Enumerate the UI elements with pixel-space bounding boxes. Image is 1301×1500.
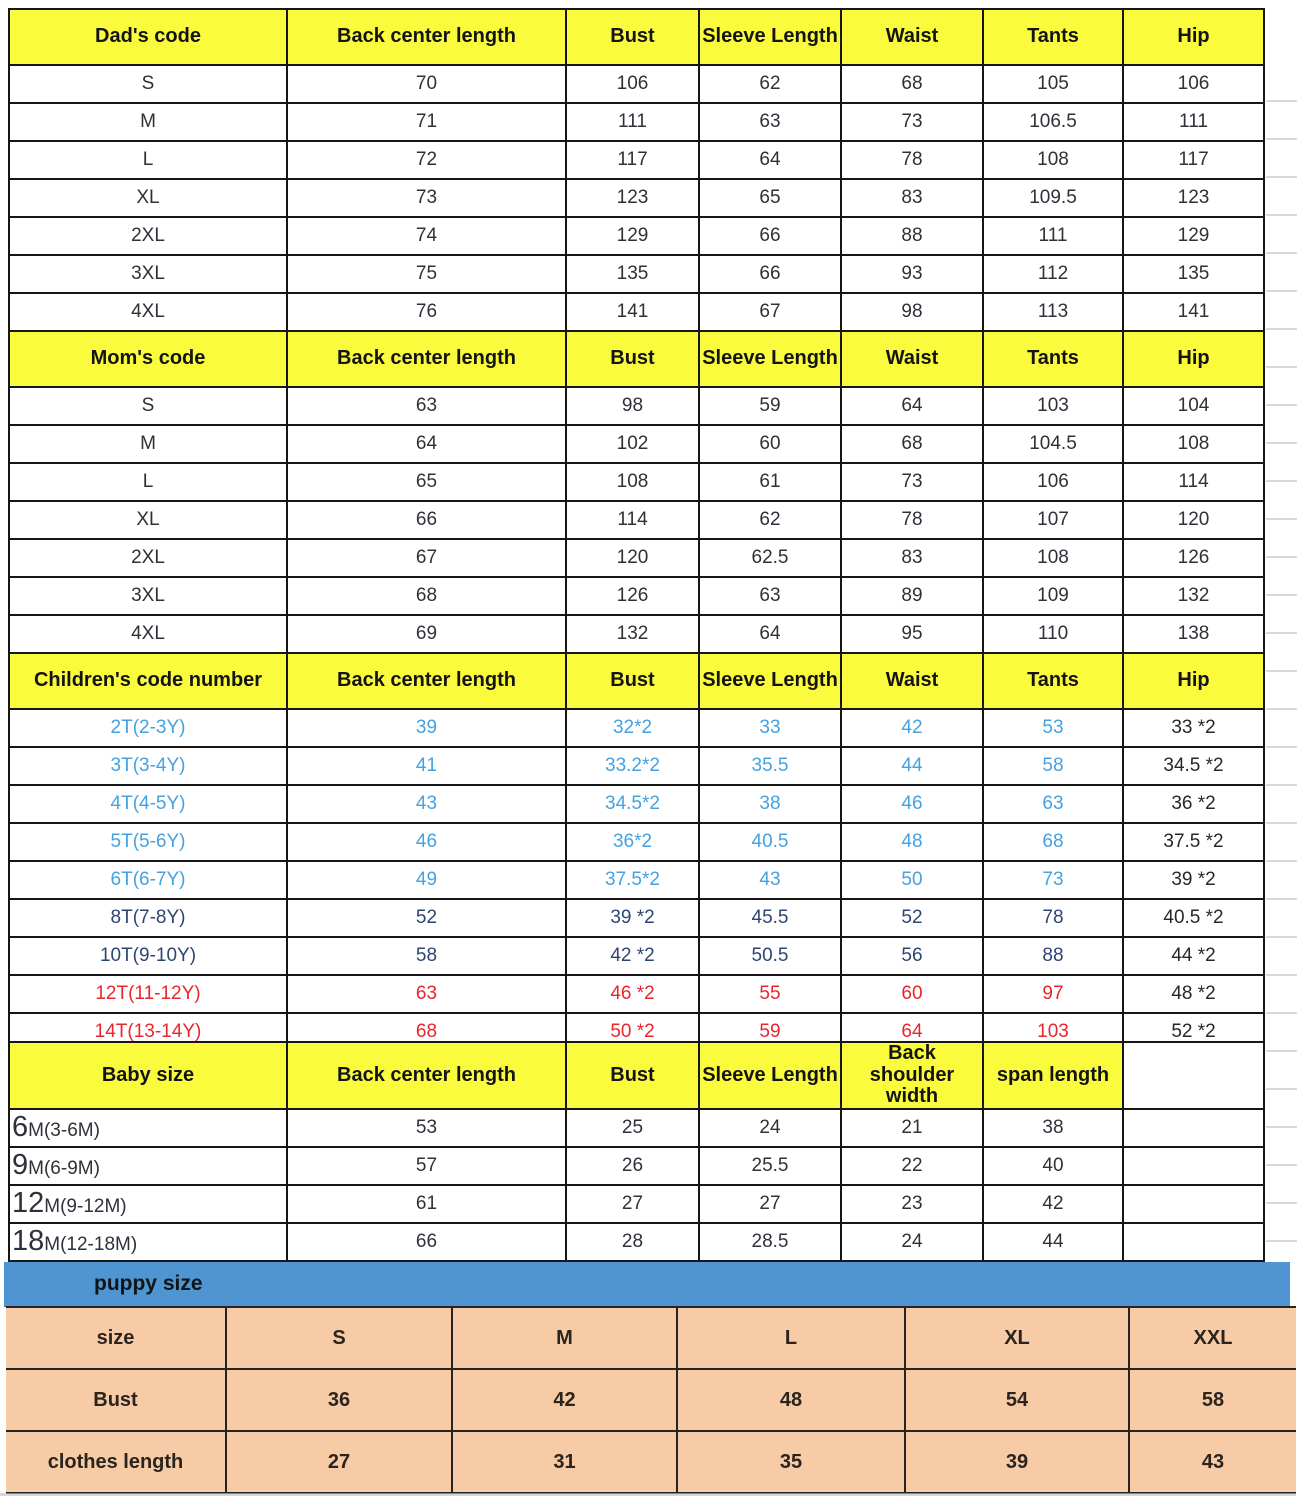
cell: 74	[287, 217, 566, 255]
cell: 23	[841, 1185, 983, 1223]
cell: 9M(6-9M)	[9, 1147, 287, 1185]
cell: 40.5	[699, 823, 841, 861]
cell: 48 *2	[1123, 975, 1264, 1013]
dads-size-table	[8, 8, 1265, 332]
cell: 61	[287, 1185, 566, 1223]
cell: 73	[841, 463, 983, 501]
cell: 36	[226, 1369, 452, 1431]
table-row	[9, 861, 1264, 899]
cell: 37.5*2	[566, 861, 699, 899]
cell: 132	[1123, 577, 1264, 615]
cell: 64	[699, 615, 841, 653]
table-row	[9, 425, 1264, 463]
cell: 53	[287, 1109, 566, 1147]
cell: 60	[841, 975, 983, 1013]
cell: 108	[983, 141, 1123, 179]
cell: 40.5 *2	[1123, 899, 1264, 937]
table-row	[9, 103, 1264, 141]
cell	[1123, 1109, 1264, 1147]
header-cell: Bust	[566, 653, 699, 709]
cell: 2T(2-3Y)	[9, 709, 287, 747]
cell: 89	[841, 577, 983, 615]
header-cell: Mom's code	[9, 331, 287, 387]
cell: 111	[983, 217, 1123, 255]
cell-big-prefix: 9	[12, 1149, 29, 1182]
cell: 64	[699, 141, 841, 179]
header-cell: span length	[983, 1042, 1123, 1109]
cell: 141	[1123, 293, 1264, 331]
header-cell: Dad's code	[9, 9, 287, 65]
cell: 52	[841, 899, 983, 937]
cell: 39	[905, 1431, 1129, 1493]
cell-big-prefix: 18	[12, 1225, 45, 1258]
header-cell: Bust	[566, 9, 699, 65]
cell: 95	[841, 615, 983, 653]
cell: 28	[566, 1223, 699, 1261]
cell: 52	[287, 899, 566, 937]
baby-size-table	[8, 1041, 1265, 1262]
header-cell: Hip	[1123, 653, 1264, 709]
table-row	[6, 1369, 1296, 1431]
cell: 42	[841, 709, 983, 747]
header-cell: Waist	[841, 331, 983, 387]
cell: 69	[287, 615, 566, 653]
cell: 109.5	[983, 179, 1123, 217]
cell: 68	[287, 1013, 566, 1051]
cell: 78	[841, 141, 983, 179]
cell: 55	[699, 975, 841, 1013]
cell: 38	[983, 1109, 1123, 1147]
header-cell: Sleeve Length	[699, 1042, 841, 1109]
cell: 65	[699, 179, 841, 217]
cell: 48	[677, 1369, 905, 1431]
cell: 59	[699, 387, 841, 425]
cell: L	[677, 1307, 905, 1369]
cell: 63	[699, 577, 841, 615]
cell: 126	[1123, 539, 1264, 577]
table-row	[9, 293, 1264, 331]
cell: 58	[287, 937, 566, 975]
table-row	[9, 785, 1264, 823]
cell: 129	[566, 217, 699, 255]
cell: 43	[1129, 1431, 1296, 1493]
cell: 39 *2	[566, 899, 699, 937]
table-row	[9, 1147, 1264, 1185]
cell: 64	[841, 387, 983, 425]
cell: 27	[566, 1185, 699, 1223]
table-row	[9, 65, 1264, 103]
cell: 66	[699, 217, 841, 255]
cell: 33	[699, 709, 841, 747]
cell: 57	[287, 1147, 566, 1185]
cell: 68	[287, 577, 566, 615]
cell: 46 *2	[566, 975, 699, 1013]
cell: 48	[841, 823, 983, 861]
cell: 68	[841, 65, 983, 103]
header-cell: Back center length	[287, 331, 566, 387]
cell: 97	[983, 975, 1123, 1013]
cell: M	[9, 425, 287, 463]
cell: 105	[983, 65, 1123, 103]
cell: 50 *2	[566, 1013, 699, 1051]
cell: 123	[1123, 179, 1264, 217]
cell: 108	[983, 539, 1123, 577]
cell: 33.2*2	[566, 747, 699, 785]
cell: 78	[983, 899, 1123, 937]
cell: 73	[287, 179, 566, 217]
cell: 34.5*2	[566, 785, 699, 823]
table-row	[9, 141, 1264, 179]
cell: 49	[287, 861, 566, 899]
cell: 58	[1129, 1369, 1296, 1431]
cell: 28.5	[699, 1223, 841, 1261]
cell: 52 *2	[1123, 1013, 1264, 1051]
cell: 44 *2	[1123, 937, 1264, 975]
cell: 39	[287, 709, 566, 747]
cell: 135	[566, 255, 699, 293]
cell: 3XL	[9, 255, 287, 293]
puppy-size-table	[6, 1306, 1296, 1494]
children-size-table	[8, 652, 1265, 1052]
cell: 98	[841, 293, 983, 331]
header-row	[9, 1042, 1264, 1109]
cell: M	[9, 103, 287, 141]
cell: 50.5	[699, 937, 841, 975]
cell: 6T(6-7Y)	[9, 861, 287, 899]
cell: 109	[983, 577, 1123, 615]
cell: 83	[841, 179, 983, 217]
cell: 67	[699, 293, 841, 331]
cell: 50	[841, 861, 983, 899]
cell: 129	[1123, 217, 1264, 255]
cell: XL	[905, 1307, 1129, 1369]
cell: 4XL	[9, 293, 287, 331]
cell: 104.5	[983, 425, 1123, 463]
cell: 83	[841, 539, 983, 577]
table-row	[9, 577, 1264, 615]
cell: 108	[1123, 425, 1264, 463]
cell: 26	[566, 1147, 699, 1185]
cell: S	[226, 1307, 452, 1369]
cell: 138	[1123, 615, 1264, 653]
header-cell: Back shoulder width	[841, 1042, 983, 1109]
cell: S	[9, 387, 287, 425]
cell: 68	[841, 425, 983, 463]
table-row	[9, 747, 1264, 785]
cell: 103	[983, 387, 1123, 425]
cell: 67	[287, 539, 566, 577]
cell: 3T(3-4Y)	[9, 747, 287, 785]
table-row	[9, 179, 1264, 217]
cell: 98	[566, 387, 699, 425]
cell: 8T(7-8Y)	[9, 899, 287, 937]
cell: 68	[983, 823, 1123, 861]
cell: 42	[452, 1369, 677, 1431]
cell: 4T(4-5Y)	[9, 785, 287, 823]
cell: 35.5	[699, 747, 841, 785]
cell: 40	[983, 1147, 1123, 1185]
cell: 75	[287, 255, 566, 293]
cell: 34.5 *2	[1123, 747, 1264, 785]
cell	[1123, 1223, 1264, 1261]
cell: 106	[566, 65, 699, 103]
cell: 132	[566, 615, 699, 653]
cell: 2XL	[9, 217, 287, 255]
cell	[1123, 1147, 1264, 1185]
table-row	[6, 1431, 1296, 1493]
cell: 120	[1123, 501, 1264, 539]
cell: 37.5 *2	[1123, 823, 1264, 861]
cell: 104	[1123, 387, 1264, 425]
header-cell: Bust	[566, 331, 699, 387]
cell: Bust	[6, 1369, 226, 1431]
cell: 35	[677, 1431, 905, 1493]
header-cell: Waist	[841, 653, 983, 709]
header-cell: Tants	[983, 9, 1123, 65]
cell: 27	[226, 1431, 452, 1493]
cell: 62	[699, 501, 841, 539]
cell: 106.5	[983, 103, 1123, 141]
cell: 114	[1123, 463, 1264, 501]
cell: 73	[983, 861, 1123, 899]
header-cell	[1123, 1042, 1264, 1109]
cell: 41	[287, 747, 566, 785]
cell: XL	[9, 179, 287, 217]
cell: 2XL	[9, 539, 287, 577]
cell: 117	[1123, 141, 1264, 179]
puppy-size-band	[4, 1262, 1290, 1307]
cell: 141	[566, 293, 699, 331]
cell: 58	[983, 747, 1123, 785]
cell: 70	[287, 65, 566, 103]
cell: 21	[841, 1109, 983, 1147]
cell: 3XL	[9, 577, 287, 615]
cell: 114	[566, 501, 699, 539]
cell: 59	[699, 1013, 841, 1051]
cell: 126	[566, 577, 699, 615]
cell: 103	[983, 1013, 1123, 1051]
cell: 53	[983, 709, 1123, 747]
cell: 43	[699, 861, 841, 899]
cell: 6M(3-6M)	[9, 1109, 287, 1147]
cell: L	[9, 141, 287, 179]
cell: 38	[699, 785, 841, 823]
cell: 107	[983, 501, 1123, 539]
cell: 117	[566, 141, 699, 179]
cell: 60	[699, 425, 841, 463]
cell: 42	[983, 1185, 1123, 1223]
cell: 66	[287, 501, 566, 539]
cell: 76	[287, 293, 566, 331]
cell: 46	[287, 823, 566, 861]
cell: 18M(12-18M)	[9, 1223, 287, 1261]
cell: 123	[566, 179, 699, 217]
table-row	[9, 217, 1264, 255]
cell: 106	[983, 463, 1123, 501]
cell: 65	[287, 463, 566, 501]
header-cell: Back center length	[287, 1042, 566, 1109]
cell: 63	[287, 387, 566, 425]
cell: 24	[841, 1223, 983, 1261]
cell: 72	[287, 141, 566, 179]
cell: 88	[841, 217, 983, 255]
cell-big-prefix: 6	[12, 1111, 29, 1144]
moms-size-table	[8, 330, 1265, 654]
header-cell: Sleeve Length	[699, 653, 841, 709]
table-row	[9, 937, 1264, 975]
cell: M	[452, 1307, 677, 1369]
header-row	[9, 653, 1264, 709]
cell: 27	[699, 1185, 841, 1223]
cell: 64	[841, 1013, 983, 1051]
cell: 54	[905, 1369, 1129, 1431]
spreadsheet-gutter	[1266, 64, 1297, 1255]
header-cell: Hip	[1123, 9, 1264, 65]
table-row	[9, 823, 1264, 861]
header-cell: Children's code number	[9, 653, 287, 709]
cell: 102	[566, 425, 699, 463]
cell: 62.5	[699, 539, 841, 577]
cell: 56	[841, 937, 983, 975]
cell: XL	[9, 501, 287, 539]
header-cell: Bust	[566, 1042, 699, 1109]
cell: 22	[841, 1147, 983, 1185]
cell: 43	[287, 785, 566, 823]
cell: 112	[983, 255, 1123, 293]
table-row	[9, 899, 1264, 937]
header-row	[9, 9, 1264, 65]
cell: 66	[287, 1223, 566, 1261]
table-row	[9, 463, 1264, 501]
cell: 36 *2	[1123, 785, 1264, 823]
cell: 14T(13-14Y)	[9, 1013, 287, 1051]
cell: 32*2	[566, 709, 699, 747]
cell: 63	[287, 975, 566, 1013]
table-row	[9, 539, 1264, 577]
cell: 25	[566, 1109, 699, 1147]
cell: 12M(9-12M)	[9, 1185, 287, 1223]
table-row	[9, 387, 1264, 425]
table-row	[9, 975, 1264, 1013]
table-row	[9, 255, 1264, 293]
header-cell: Waist	[841, 9, 983, 65]
cell: 44	[841, 747, 983, 785]
header-cell: Sleeve Length	[699, 9, 841, 65]
cell: 45.5	[699, 899, 841, 937]
table-row	[9, 709, 1264, 747]
cell: 33 *2	[1123, 709, 1264, 747]
cell: XXL	[1129, 1307, 1296, 1369]
cell: S	[9, 65, 287, 103]
cell: clothes length	[6, 1431, 226, 1493]
cell: 39 *2	[1123, 861, 1264, 899]
cell: 110	[983, 615, 1123, 653]
cell: 63	[699, 103, 841, 141]
cell: size	[6, 1307, 226, 1369]
table-row	[6, 1307, 1296, 1369]
cell: 111	[566, 103, 699, 141]
table-row	[9, 1185, 1264, 1223]
header-cell: Hip	[1123, 331, 1264, 387]
cell: 64	[287, 425, 566, 463]
cell: 10T(9-10Y)	[9, 937, 287, 975]
cell: 78	[841, 501, 983, 539]
header-cell: Back center length	[287, 653, 566, 709]
header-cell: Tants	[983, 653, 1123, 709]
table-row	[9, 1223, 1264, 1261]
cell: 135	[1123, 255, 1264, 293]
header-cell: Baby size	[9, 1042, 287, 1109]
cell: 66	[699, 255, 841, 293]
cell	[1123, 1185, 1264, 1223]
cell: 44	[983, 1223, 1123, 1261]
table-row	[9, 501, 1264, 539]
cell: 88	[983, 937, 1123, 975]
cell: 61	[699, 463, 841, 501]
cell: 12T(11-12Y)	[9, 975, 287, 1013]
cell: 108	[566, 463, 699, 501]
cell: 93	[841, 255, 983, 293]
cell: 106	[1123, 65, 1264, 103]
cell-big-prefix: 12	[12, 1187, 45, 1220]
cell: 25.5	[699, 1147, 841, 1185]
header-cell: Back center length	[287, 9, 566, 65]
cell: 36*2	[566, 823, 699, 861]
cell: L	[9, 463, 287, 501]
table-row	[9, 1109, 1264, 1147]
puppy-size-band-label: puppy size	[94, 1272, 203, 1295]
cell: 24	[699, 1109, 841, 1147]
header-cell: Sleeve Length	[699, 331, 841, 387]
cell: 62	[699, 65, 841, 103]
cell: 4XL	[9, 615, 287, 653]
cell: 113	[983, 293, 1123, 331]
cell: 31	[452, 1431, 677, 1493]
header-row	[9, 331, 1264, 387]
cell: 111	[1123, 103, 1264, 141]
cell: 120	[566, 539, 699, 577]
header-cell: Tants	[983, 331, 1123, 387]
cell: 73	[841, 103, 983, 141]
cell: 63	[983, 785, 1123, 823]
cell: 46	[841, 785, 983, 823]
cell: 5T(5-6Y)	[9, 823, 287, 861]
cell: 42 *2	[566, 937, 699, 975]
cell: 71	[287, 103, 566, 141]
bottom-edge-shadow	[0, 1493, 1296, 1496]
table-row	[9, 615, 1264, 653]
